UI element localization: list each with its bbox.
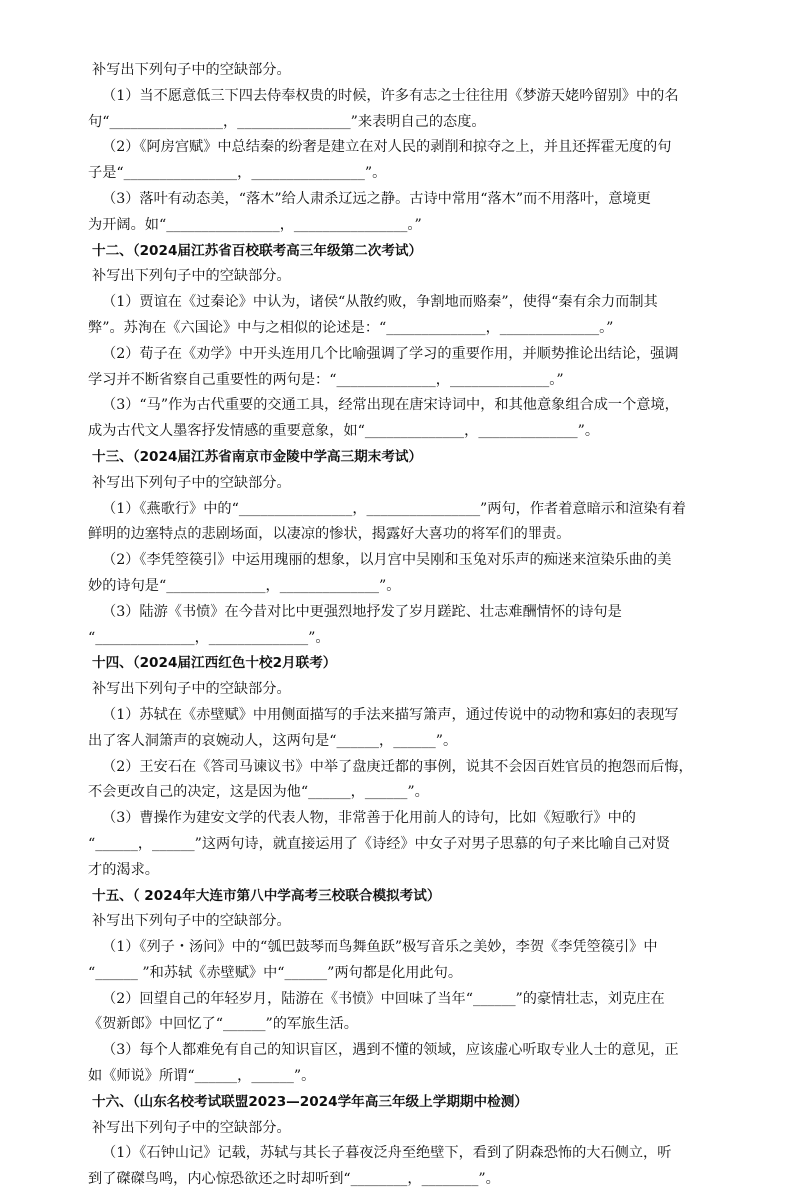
question-line: 学习并不断省察自己重要性的两句是：“______________，______________。” bbox=[88, 371, 564, 388]
question-line: 弊”。苏洵在《六国论》中与之相似的论述是：“______________，______________。” bbox=[88, 319, 614, 336]
question-line: （3）曹操作为建安文学的代表人物，非常善于化用前人的诗句，比如《短歌行》中的 bbox=[102, 810, 636, 827]
instruction-line: 补写出下列句子中的空缺部分。 bbox=[92, 1119, 291, 1136]
question-line: 《贺新郎》中回忆了“______”的军旅生活。 bbox=[88, 1016, 358, 1033]
question-line: 出了客人洞箫声的哀婉动人，这两句是“______，______”。 bbox=[88, 732, 458, 749]
question-line: 到了磔磔鸟鸣，内心惊恐欲还之时却听到“________，________”。 bbox=[88, 1171, 500, 1188]
question-line: 才的渴求。 bbox=[88, 861, 159, 878]
question-line: （2）回望自己的年轻岁月，陆游在《书愤》中回味了当年“______”的豪情壮志，刘克庄在 bbox=[102, 990, 665, 1007]
question-line: （1）当不愿意低三下四去侍奉权贵的时候，许多有志之士往往用《梦游天姥吟留别》中的名 bbox=[102, 87, 679, 104]
question-line: （3）每个人都难免有自己的知识盲区，遇到不懂的领域，应该虚心听取专业人士的意见，正 bbox=[102, 1042, 679, 1059]
question-line: （1）苏轼在《赤壁赋》中用侧面描写的手法来描写箫声，通过传说中的动物和寡妇的表现写 bbox=[102, 706, 679, 723]
question-line: 不会更改自己的决定，这是因为他“______，______”。 bbox=[88, 784, 429, 801]
question-line: （1）《石钟山记》记载，苏轼与其长子暮夜泛舟至绝壁下，看到了阴森恐怖的大石侧立，听 bbox=[102, 1145, 672, 1162]
question-line: 为开阔。如“________________，________________。” bbox=[88, 216, 422, 233]
question-line: （2）荀子在《劝学》中开头连用几个比喻强调了学习的重要作用，并顺势推论出结论，强调 bbox=[102, 345, 679, 362]
question-line: （1）《列子・汤问》中的“瓠巴鼓琴而鸟舞鱼跃”极写音乐之美妙，李贺《李凭箜篌引》中 bbox=[102, 939, 658, 956]
question-line: （3）陆游《书愤》在今昔对比中更强烈地抒发了岁月蹉跎、壮志难酬情怀的诗句是 bbox=[102, 603, 622, 620]
section-heading: 十二、（2024届江苏省百校联考高三年级第二次考试） bbox=[92, 242, 423, 259]
question-line: （3）落叶有动态美，“落木”给人肃杀辽远之静。古诗中常用“落木”而不用落叶，意境更 bbox=[102, 190, 651, 207]
section-heading: 十六、（山东名校考试联盟2023—2024学年高三年级上学期期中检测） bbox=[92, 1093, 528, 1110]
question-line: （2）《李凭箜篌引》中运用瑰丽的想象，以月宫中吴刚和玉兔对乐声的痴迷来渲染乐曲的美 bbox=[102, 552, 672, 569]
question-line: 成为古代文人墨客抒发情感的重要意象，如“______________，______________”。 bbox=[88, 423, 600, 440]
question-line: （3）“马”作为古代重要的交通工具，经常出现在唐宋诗词中，和其他意象组合成一个意境， bbox=[102, 397, 679, 414]
instruction-line: 补写出下列句子中的空缺部分。 bbox=[92, 268, 291, 285]
instruction-line: 补写出下列句子中的空缺部分。 bbox=[92, 474, 291, 491]
question-line: 句“________________，________________”来表明自己的态度。 bbox=[88, 113, 486, 130]
section-heading: 十四、（2024届江西红色十校2月联考） bbox=[92, 655, 337, 672]
question-line: （2）《阿房宫赋》中总结秦的纷奢是建立在对人民的剥削和掠夺之上，并且还挥霍无度的句 bbox=[102, 139, 672, 156]
section-heading: 十三、（2024届江苏省南京市金陵中学高三期末考试） bbox=[92, 448, 423, 465]
question-line: 如《师说》所谓“______，______”。 bbox=[88, 1068, 316, 1085]
instruction-line: 补写出下列句子中的空缺部分。 bbox=[92, 681, 291, 698]
question-line: 妙的诗句是“______________，______________”。 bbox=[88, 577, 401, 594]
question-line: “______________，______________”。 bbox=[88, 629, 330, 646]
section-heading: 十五、（ 2024年大连市第八中学高考三校联合模拟考试） bbox=[92, 887, 441, 904]
question-line: 鲜明的边塞特点的悲剧场面，以凄凉的惨状，揭露好大喜功的将军们的罪责。 bbox=[88, 526, 571, 543]
question-line: “______ ”和苏轼《赤壁赋》中“______”两句都是化用此句。 bbox=[88, 964, 463, 981]
question-line: 子是“________________，________________”。 bbox=[88, 165, 387, 182]
question-line: “______，______”这两句诗，就直接运用了《诗经》中女子对男子思慕的句子来比喻自己对贤 bbox=[88, 835, 671, 852]
instruction-line: 补写出下列句子中的空缺部分。 bbox=[92, 62, 291, 78]
instruction-line: 补写出下列句子中的空缺部分。 bbox=[92, 913, 291, 930]
question-line: （1）《燕歌行》中的“________________，________________”两句，作者着意暗示和渲染有着 bbox=[102, 500, 686, 517]
question-line: （1）贾谊在《过秦论》中认为，诸侯“从散约败，争割地而赂秦”，使得“秦有余力而制其 bbox=[102, 294, 658, 311]
question-line: （2）王安石在《答司马谏议书》中举了盘庚迁都的事例，说其不会因百姓官员的抱怨而后悔， bbox=[102, 758, 693, 775]
